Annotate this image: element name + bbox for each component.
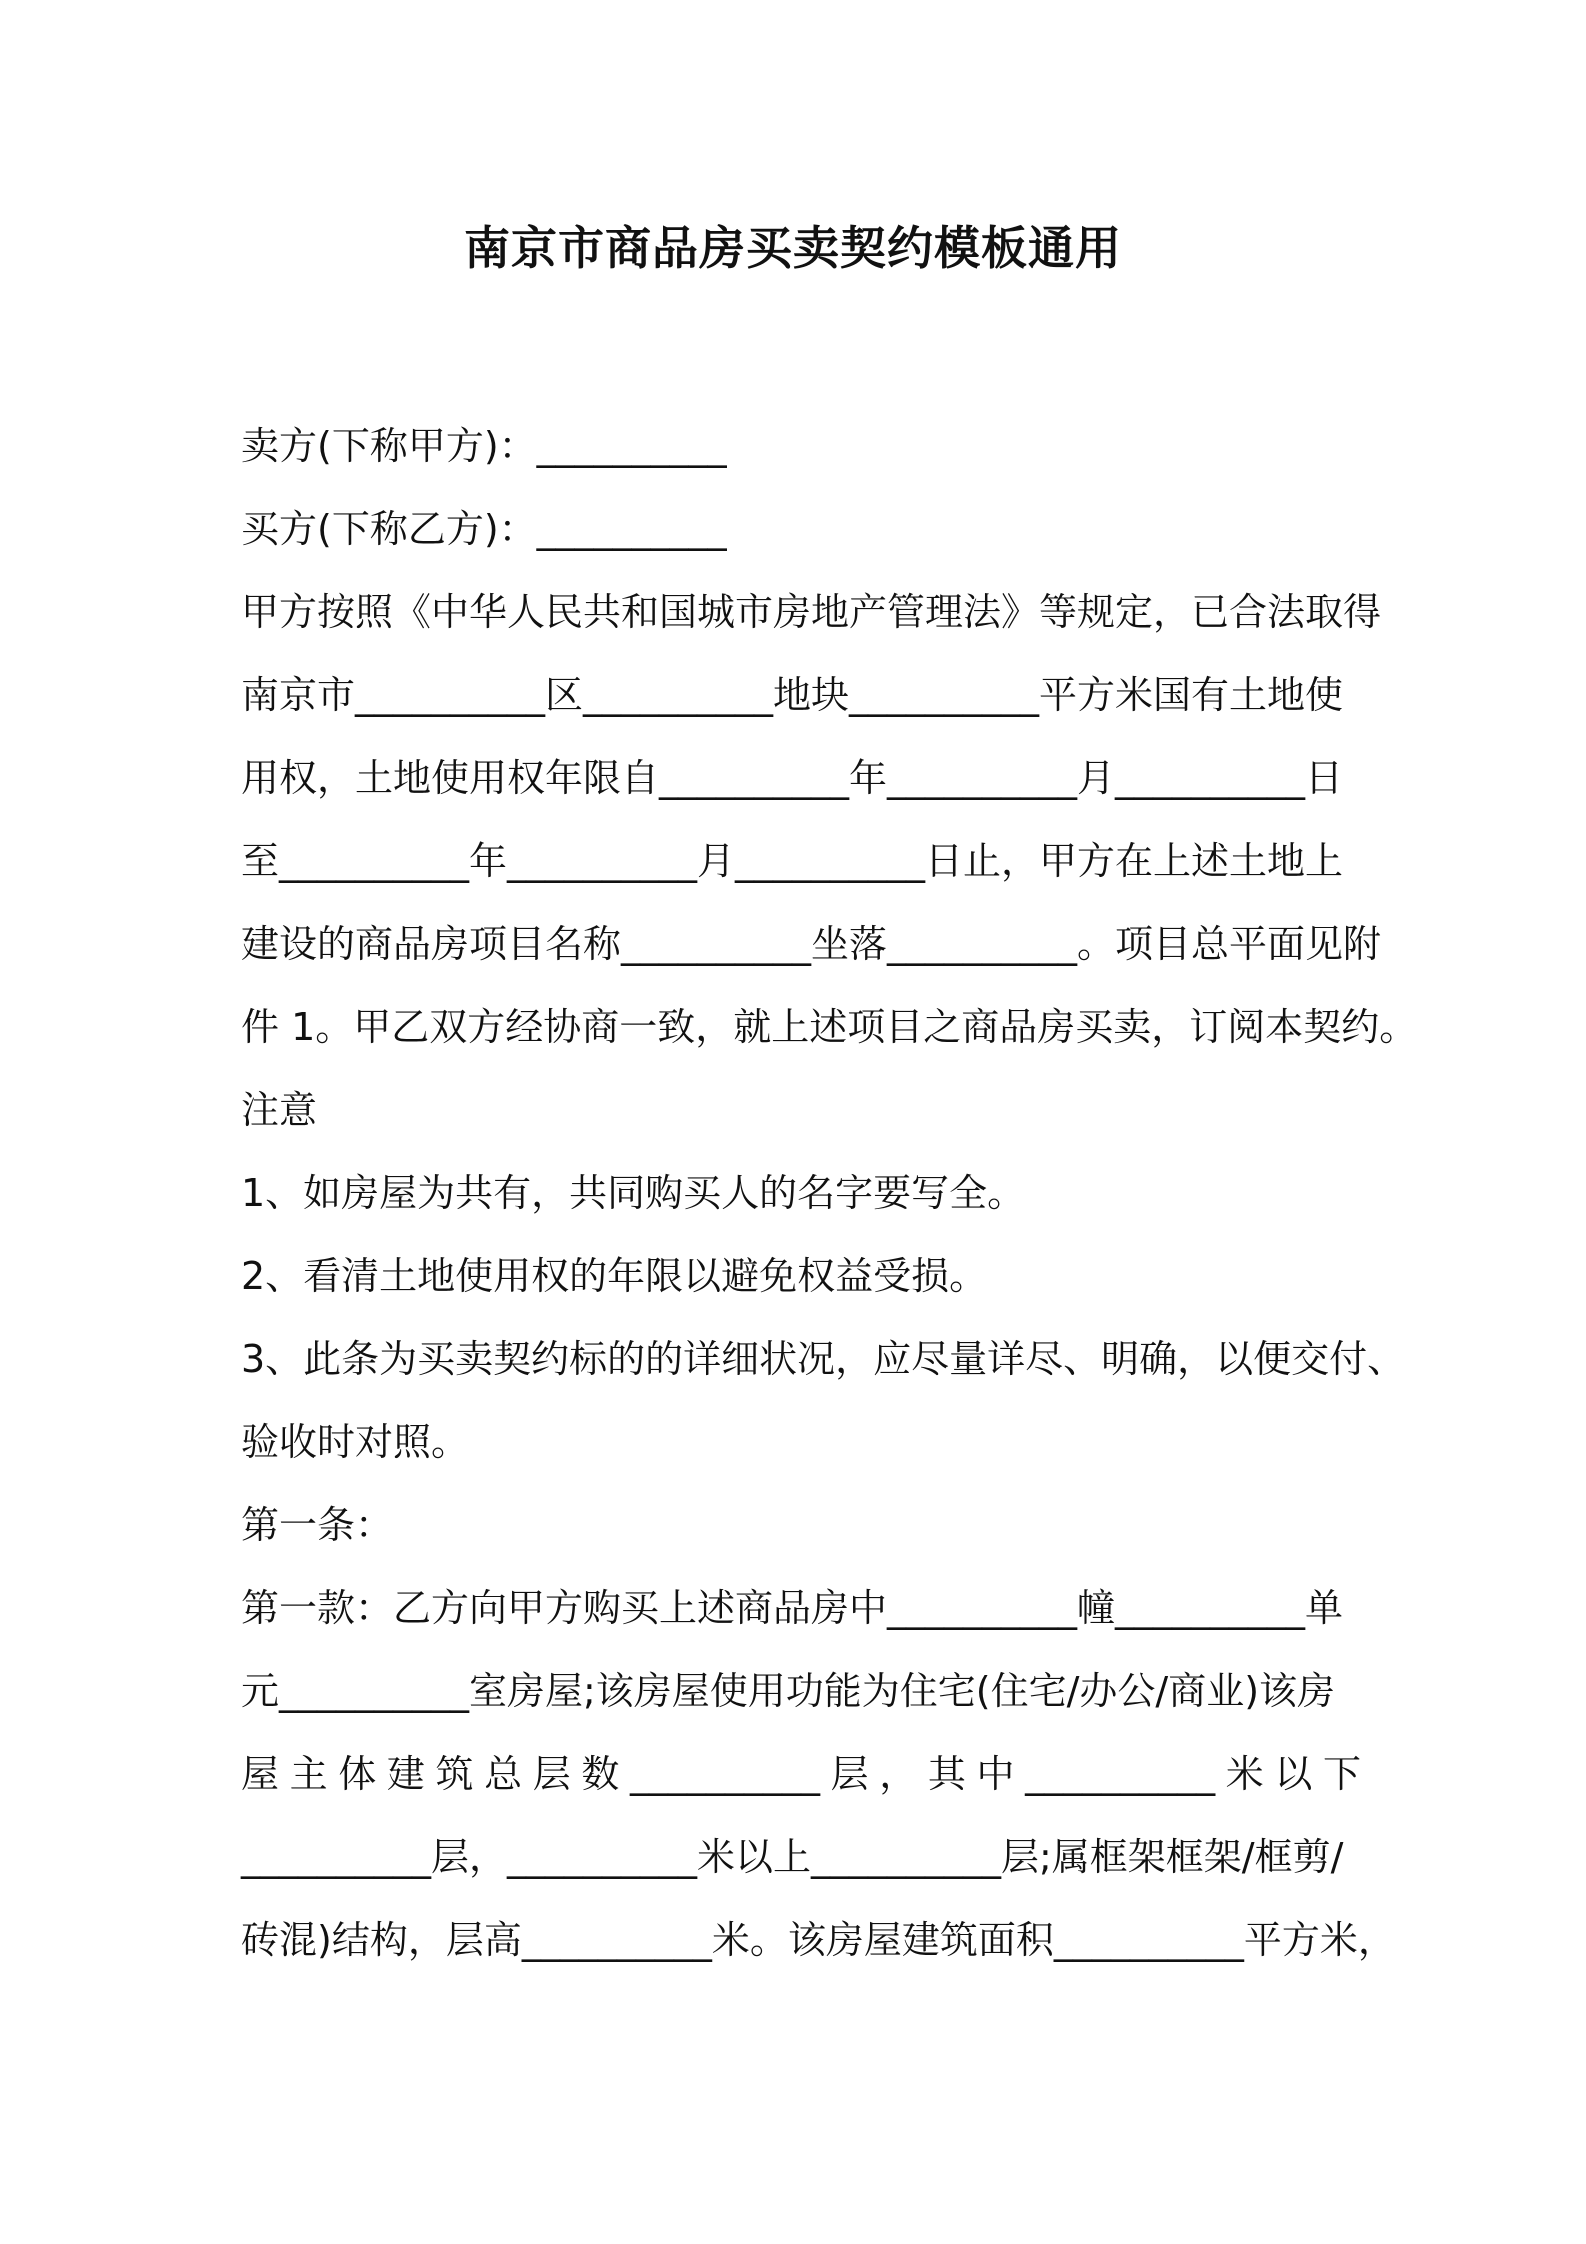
spread-line-part: 层	[532, 1752, 571, 1796]
document-body	[241, 405, 1418, 1982]
paragraph-line: 建设的商品房项目名称__________坐落__________。项目总平面见附	[241, 922, 1382, 966]
spread-line-part: 层	[830, 1752, 869, 1796]
spread-line-part: 建	[386, 1752, 425, 1796]
buyer-line: 买方(下称乙方)：__________	[241, 507, 727, 551]
spread-line-part: 下	[1322, 1752, 1361, 1796]
note-heading: 注意	[241, 1088, 318, 1132]
paragraph-line: 甲方按照《中华人民共和国城市房地产管理法》等规定，已合法取得	[241, 590, 1382, 634]
spread-line-part: 其	[927, 1752, 966, 1796]
spread-line-part: ，	[879, 1752, 918, 1796]
spread-line-part: 中	[976, 1752, 1015, 1796]
spread-line-part: 总	[484, 1752, 523, 1796]
clause-line: 元__________室房屋;该房屋使用功能为住宅(住宅/办公/商业)该房	[241, 1669, 1336, 1713]
paragraph-line: 用权，土地使用权年限自__________年__________月__________日	[241, 756, 1344, 800]
clause-line: 第一款：乙方向甲方购买上述商品房中__________幢__________单	[241, 1586, 1344, 1630]
spread-line-part: 体	[338, 1752, 377, 1796]
spread-line-part: 米	[1225, 1752, 1264, 1796]
paragraph-line: 件 1。甲乙双方经协商一致，就上述项目之商品房买卖，订阅本契约。	[241, 1005, 1418, 1049]
document-title: 南京市商品房买卖契约模板通用	[464, 221, 1122, 275]
seller-line: 卖方(下称甲方)：__________	[241, 424, 727, 468]
note-item: 2、看清土地使用权的年限以避免权益受损。	[241, 1254, 988, 1298]
clause-line: 砖混)结构，层高__________米。该房屋建筑面积__________平方米，	[241, 1918, 1396, 1962]
spread-line-part: 数	[581, 1752, 620, 1796]
clause-line-spread	[241, 1733, 1361, 1816]
note-item: 验收时对照。	[241, 1420, 470, 1464]
paragraph-line: 至__________年__________月__________日止，甲方在上述土地上	[241, 839, 1344, 883]
paragraph-line: 南京市__________区__________地块__________平方米国有土地使	[241, 673, 1344, 717]
article-heading: 第一条：	[241, 1503, 394, 1547]
spread-line-part: 主	[289, 1752, 328, 1796]
spread-line-part: 屋	[241, 1752, 280, 1796]
note-item: 1、如房屋为共有，共同购买人的名字要写全。	[241, 1171, 1026, 1215]
note-item: 3、此条为买卖契约标的的详细状况，应尽量详尽、明确，以便交付、	[241, 1337, 1406, 1381]
clause-line: __________层，__________米以上__________层;属框架框架/框剪/	[241, 1835, 1344, 1879]
spread-line-part: 以	[1274, 1752, 1313, 1796]
spread-line-part: 筑	[435, 1752, 474, 1796]
spread-line-part: __________	[630, 1752, 820, 1796]
spread-line-part: __________	[1025, 1752, 1216, 1796]
